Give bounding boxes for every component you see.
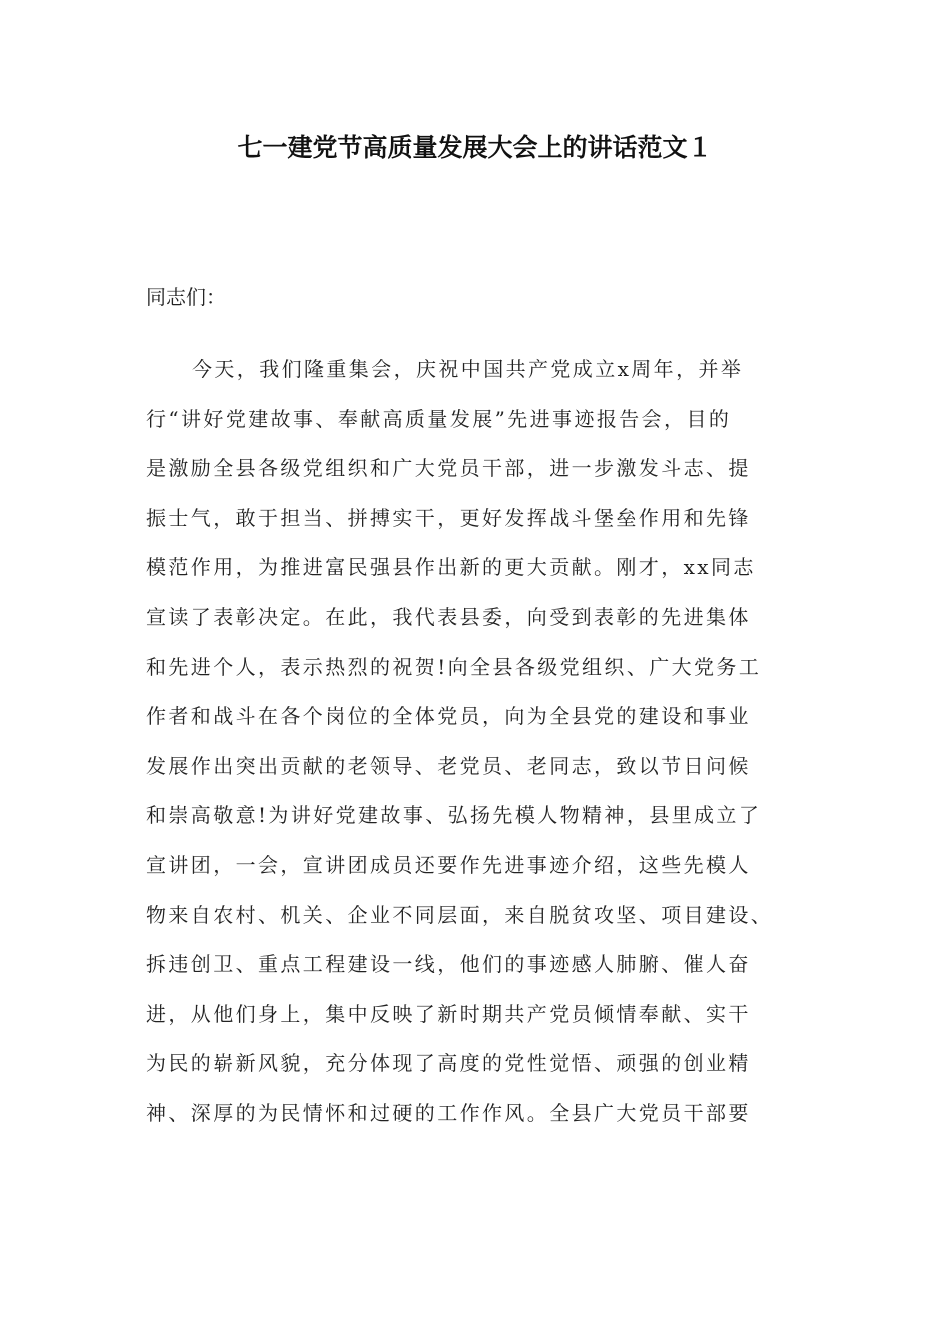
paragraph-line: 为民的崭新风貌，充分体现了高度的党性觉悟、顽强的创业精 xyxy=(146,1051,751,1076)
paragraph-line: 发展作出突出贡献的老领导、老党员、老同志，致以节日问候 xyxy=(146,753,751,778)
paragraph-line: 神、深厚的为民情怀和过硬的工作作风。全县广大党员干部要 xyxy=(146,1100,751,1125)
paragraph-line: 振士气，敢于担当、拼搏实干，更好发挥战斗堡垒作用和先锋 xyxy=(146,505,751,530)
paragraph-line: 作者和战斗在各个岗位的全体党员，向为全县党的建设和事业 xyxy=(146,704,751,729)
paragraph-line: 今天，我们隆重集会，庆祝中国共产党成立x周年，并举 xyxy=(192,357,744,381)
paragraph-line: 和先进个人，表示热烈的祝贺!向全县各级党组织、广大党务工 xyxy=(146,654,762,679)
paragraph-line: 行“讲好党建故事、奉献高质量发展”先进事迹报告会，目的 xyxy=(146,406,732,431)
paragraph-line: 模范作用，为推进富民强县作出新的更大贡献。刚才，xx同志 xyxy=(146,555,756,580)
paragraph-line: 宣讲团，一会，宣讲团成员还要作先进事迹介绍，这些先模人 xyxy=(146,852,751,877)
paragraph-line: 进，从他们身上，集中反映了新时期共产党员倾情奉献、实干 xyxy=(146,1001,751,1026)
salutation: 同志们： xyxy=(146,285,226,309)
paragraph-line: 拆违创卫、重点工程建设一线，他们的事迹感人肺腑、催人奋 xyxy=(146,952,751,977)
paragraph-line: 物来自农村、机关、企业不同层面，来自脱贫攻坚、项目建设、 xyxy=(146,902,774,927)
paragraph-line: 宣读了表彰决定。在此，我代表县委，向受到表彰的先进集体 xyxy=(146,604,751,629)
body-paragraph xyxy=(146,351,806,1145)
paragraph-line: 和崇高敬意!为讲好党建故事、弘扬先模人物精神，县里成立了 xyxy=(146,803,762,828)
document-title: 七一建党节高质量发展大会上的讲话范文１ xyxy=(237,133,713,162)
paragraph-line: 是激励全县各级党组织和广大党员干部，进一步激发斗志、提 xyxy=(146,456,751,481)
